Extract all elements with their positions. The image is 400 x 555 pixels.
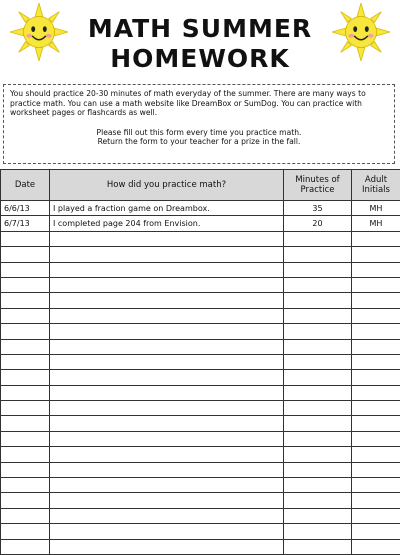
table-row bbox=[1, 293, 400, 308]
practice-description-cell[interactable] bbox=[50, 385, 284, 400]
initials-cell[interactable]: MH bbox=[352, 216, 400, 231]
date-cell[interactable] bbox=[1, 447, 50, 462]
practice-description-cell[interactable] bbox=[50, 231, 284, 246]
table-row bbox=[1, 539, 400, 554]
initials-cell[interactable] bbox=[352, 247, 400, 262]
date-cell[interactable] bbox=[1, 293, 50, 308]
table-row bbox=[1, 493, 400, 508]
minutes-cell[interactable] bbox=[284, 462, 352, 477]
table-row bbox=[1, 339, 400, 354]
date-cell[interactable] bbox=[1, 493, 50, 508]
initials-cell[interactable] bbox=[352, 462, 400, 477]
minutes-cell[interactable] bbox=[284, 508, 352, 523]
initials-cell[interactable] bbox=[352, 401, 400, 416]
table-body bbox=[1, 201, 400, 555]
minutes-cell[interactable] bbox=[284, 277, 352, 292]
practice-description-cell[interactable] bbox=[50, 462, 284, 477]
minutes-cell[interactable] bbox=[284, 231, 352, 246]
table-row bbox=[1, 354, 400, 369]
date-cell[interactable]: 6/7/13 bbox=[1, 216, 50, 231]
date-cell[interactable] bbox=[1, 324, 50, 339]
initials-cell[interactable] bbox=[352, 324, 400, 339]
practice-description-cell[interactable] bbox=[50, 508, 284, 523]
table-row bbox=[1, 308, 400, 323]
table-row bbox=[1, 201, 400, 216]
date-cell[interactable] bbox=[1, 308, 50, 323]
practice-description-cell[interactable] bbox=[50, 247, 284, 262]
initials-cell[interactable] bbox=[352, 493, 400, 508]
date-cell[interactable] bbox=[1, 508, 50, 523]
practice-description-cell[interactable]: I completed page 204 from Envision. bbox=[50, 216, 284, 231]
minutes-cell[interactable] bbox=[284, 247, 352, 262]
table-row bbox=[1, 431, 400, 446]
table-row bbox=[1, 370, 400, 385]
practice-description-cell[interactable]: I played a fraction game on Dreambox. bbox=[50, 201, 284, 216]
initials-cell[interactable] bbox=[352, 478, 400, 493]
practice-description-cell[interactable] bbox=[50, 339, 284, 354]
page-title-line2: HOMEWORK bbox=[60, 44, 340, 73]
instructions-line: Return the form to your teacher for a prize in the fall. bbox=[10, 137, 388, 147]
initials-cell[interactable] bbox=[352, 262, 400, 277]
minutes-cell[interactable] bbox=[284, 339, 352, 354]
initials-cell[interactable] bbox=[352, 277, 400, 292]
table-header-row bbox=[1, 170, 400, 201]
practice-description-cell[interactable] bbox=[50, 370, 284, 385]
initials-cell[interactable] bbox=[352, 447, 400, 462]
sun-icon bbox=[332, 3, 390, 61]
date-cell[interactable] bbox=[1, 478, 50, 493]
practice-description-cell[interactable] bbox=[50, 293, 284, 308]
date-cell[interactable] bbox=[1, 339, 50, 354]
table-row bbox=[1, 401, 400, 416]
minutes-cell[interactable] bbox=[284, 370, 352, 385]
minutes-cell[interactable] bbox=[284, 308, 352, 323]
instructions-line: Please fill out this form every time you practice math. bbox=[10, 128, 388, 138]
practice-description-cell[interactable] bbox=[50, 324, 284, 339]
table-row bbox=[1, 478, 400, 493]
table-row bbox=[1, 216, 400, 231]
minutes-cell[interactable] bbox=[284, 447, 352, 462]
date-cell[interactable] bbox=[1, 277, 50, 292]
initials-cell[interactable] bbox=[352, 293, 400, 308]
date-cell[interactable] bbox=[1, 370, 50, 385]
page-title-line1: MATH SUMMER bbox=[60, 14, 340, 43]
table-row bbox=[1, 247, 400, 262]
practice-description-cell[interactable] bbox=[50, 478, 284, 493]
table-row bbox=[1, 277, 400, 292]
initials-cell[interactable]: MH bbox=[352, 201, 400, 216]
practice-log-table bbox=[0, 169, 400, 555]
date-cell[interactable]: 6/6/13 bbox=[1, 201, 50, 216]
minutes-cell[interactable]: 20 bbox=[284, 216, 352, 231]
date-cell[interactable] bbox=[1, 247, 50, 262]
table-row bbox=[1, 262, 400, 277]
column-header-date: Date bbox=[1, 170, 50, 201]
minutes-cell[interactable] bbox=[284, 524, 352, 539]
practice-description-cell[interactable] bbox=[50, 262, 284, 277]
table-row bbox=[1, 385, 400, 400]
page-header bbox=[0, 0, 400, 84]
date-cell[interactable] bbox=[1, 385, 50, 400]
date-cell[interactable] bbox=[1, 416, 50, 431]
table-row bbox=[1, 231, 400, 246]
table-row bbox=[1, 447, 400, 462]
practice-description-cell[interactable] bbox=[50, 277, 284, 292]
date-cell[interactable] bbox=[1, 354, 50, 369]
practice-description-cell[interactable] bbox=[50, 493, 284, 508]
table-row bbox=[1, 324, 400, 339]
date-cell[interactable] bbox=[1, 539, 50, 554]
initials-cell[interactable] bbox=[352, 370, 400, 385]
minutes-cell[interactable] bbox=[284, 416, 352, 431]
date-cell[interactable] bbox=[1, 431, 50, 446]
minutes-cell[interactable] bbox=[284, 539, 352, 554]
initials-cell[interactable] bbox=[352, 508, 400, 523]
column-header-how: How did you practice math? bbox=[50, 170, 284, 201]
practice-description-cell[interactable] bbox=[50, 431, 284, 446]
practice-description-cell[interactable] bbox=[50, 539, 284, 554]
initials-cell[interactable] bbox=[352, 354, 400, 369]
practice-description-cell[interactable] bbox=[50, 416, 284, 431]
practice-description-cell[interactable] bbox=[50, 308, 284, 323]
table-row bbox=[1, 462, 400, 477]
minutes-cell[interactable]: 35 bbox=[284, 201, 352, 216]
instructions-box bbox=[3, 84, 395, 164]
instructions-paragraph: You should practice 20-30 minutes of math everyday of the summer. There are many ways to practice math. You can use a math website like DreamBox or SumDog. You can practice with worksheet pages or flashcards as well. bbox=[10, 89, 388, 118]
minutes-cell[interactable] bbox=[284, 293, 352, 308]
minutes-cell[interactable] bbox=[284, 431, 352, 446]
minutes-cell[interactable] bbox=[284, 324, 352, 339]
initials-cell[interactable] bbox=[352, 416, 400, 431]
initials-cell[interactable] bbox=[352, 524, 400, 539]
initials-cell[interactable] bbox=[352, 308, 400, 323]
date-cell[interactable] bbox=[1, 462, 50, 477]
practice-description-cell[interactable] bbox=[50, 401, 284, 416]
initials-cell[interactable] bbox=[352, 539, 400, 554]
minutes-cell[interactable] bbox=[284, 262, 352, 277]
minutes-cell[interactable] bbox=[284, 493, 352, 508]
practice-description-cell[interactable] bbox=[50, 447, 284, 462]
minutes-cell[interactable] bbox=[284, 401, 352, 416]
initials-cell[interactable] bbox=[352, 431, 400, 446]
initials-cell[interactable] bbox=[352, 385, 400, 400]
minutes-cell[interactable] bbox=[284, 354, 352, 369]
date-cell[interactable] bbox=[1, 262, 50, 277]
date-cell[interactable] bbox=[1, 524, 50, 539]
date-cell[interactable] bbox=[1, 401, 50, 416]
table-row bbox=[1, 508, 400, 523]
table-row bbox=[1, 416, 400, 431]
minutes-cell[interactable] bbox=[284, 478, 352, 493]
initials-cell[interactable] bbox=[352, 339, 400, 354]
table-row bbox=[1, 524, 400, 539]
practice-description-cell[interactable] bbox=[50, 524, 284, 539]
initials-cell[interactable] bbox=[352, 231, 400, 246]
date-cell[interactable] bbox=[1, 231, 50, 246]
column-header-initials: Adult Initials bbox=[352, 170, 400, 201]
minutes-cell[interactable] bbox=[284, 385, 352, 400]
practice-description-cell[interactable] bbox=[50, 354, 284, 369]
column-header-minutes: Minutes of Practice bbox=[284, 170, 352, 201]
